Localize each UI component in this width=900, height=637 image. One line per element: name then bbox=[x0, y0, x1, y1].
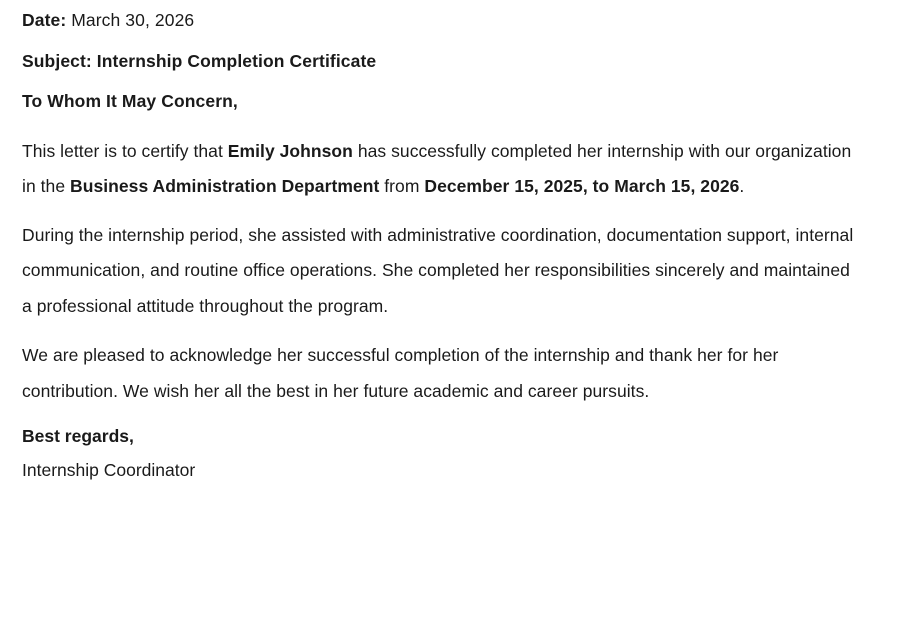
date-value: March 30, 2026 bbox=[66, 10, 195, 30]
date-line bbox=[22, 12, 858, 30]
p1-segment-1: This letter is to certify that bbox=[22, 140, 228, 161]
paragraph-responsibilities: During the internship period, she assisted with administrative coordination, documentation support, internal communication, and routine office operations. She completed her responsibilities sincerely and maintained a professional attitude throughout the program. bbox=[22, 224, 854, 316]
paragraph-acknowledgement: We are pleased to acknowledge her successful completion of the internship and thank her for her contribution. We wish her all the best in her future academic and career pursuits. bbox=[22, 345, 779, 401]
p1-segment-7: . bbox=[739, 176, 745, 196]
department-name: Business Administration Department bbox=[70, 176, 380, 196]
signatory-role: Internship Coordinator bbox=[22, 459, 196, 480]
p1-segment-3: has successfully completed her internship with our organization in the bbox=[22, 140, 852, 196]
subject-line: Subject: Internship Completion Certificate bbox=[22, 50, 377, 71]
p1-segment-5: from bbox=[379, 176, 425, 196]
sign-off-line: Best regards, bbox=[22, 426, 134, 446]
internship-date-range: December 15, 2025, to March 15, 2026 bbox=[424, 176, 740, 196]
paragraph-certification bbox=[22, 134, 858, 205]
letter-body bbox=[22, 12, 858, 479]
salutation-line: To Whom It May Concern, bbox=[22, 91, 238, 111]
closing-block bbox=[22, 428, 858, 479]
date-label: Date: bbox=[22, 10, 67, 30]
intern-name: Emily Johnson bbox=[227, 140, 353, 161]
